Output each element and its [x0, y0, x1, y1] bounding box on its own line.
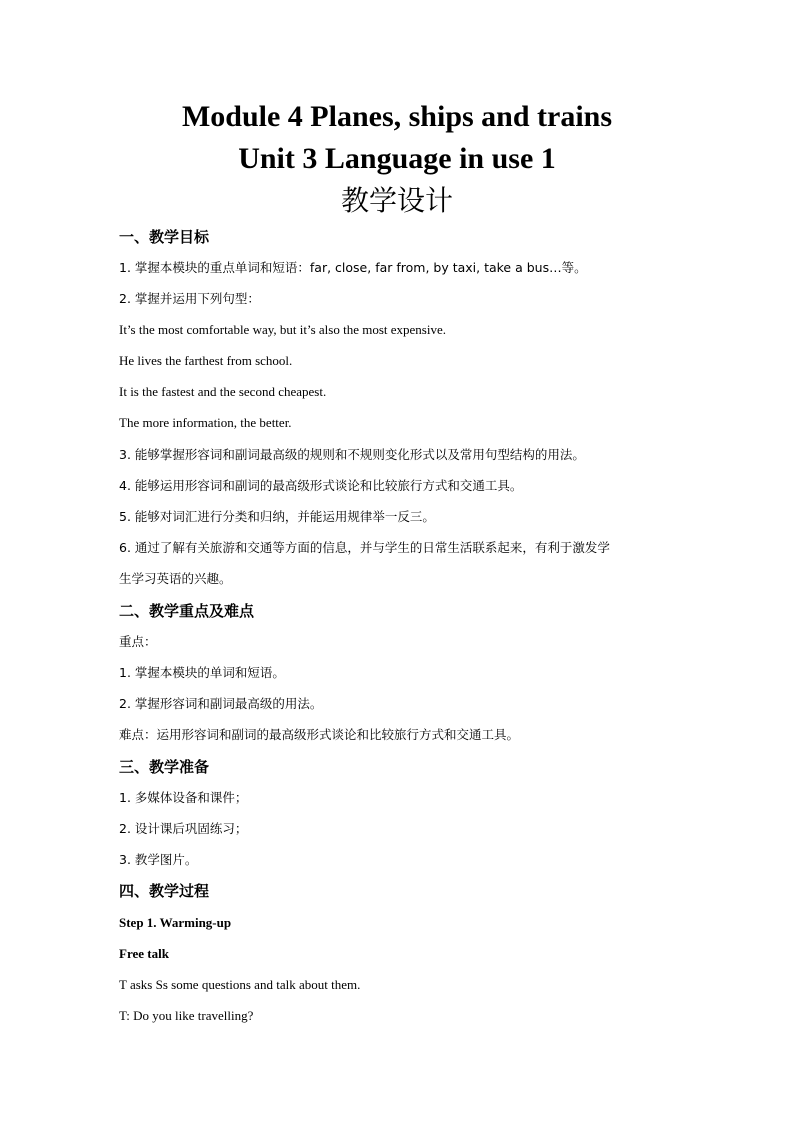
free-talk-label: Free talk	[119, 946, 169, 961]
document-title-module: Module 4 Planes, ships and trains	[181, 100, 613, 133]
process-line-1: T asks Ss some questions and talk about them.	[119, 977, 361, 992]
document-title-cn: 教学设计	[340, 184, 453, 217]
key-points-label: 重点：	[119, 634, 157, 649]
section-heading-objectives: 一、教学目标	[119, 228, 210, 246]
section-heading-preparation: 三、教学准备	[119, 758, 210, 776]
sentence-pattern-3: It is the fastest and the second cheapest.	[119, 384, 327, 399]
preparation-item-2: 2. 设计课后巩固练习；	[119, 821, 248, 836]
key-point-1: 1. 掌握本模块的单词和短语。	[119, 665, 285, 680]
objective-item-1: 1. 掌握本模块的重点单词和短语：far, close, far from, by taxi, take a bus…等。	[119, 260, 587, 275]
objective-item-3: 3. 能够掌握形容词和副词最高级的规则和不规则变化形式以及常用句型结构的用法。	[119, 447, 585, 462]
objective-item-4: 4. 能够运用形容词和副词的最高级形式谈论和比较旅行方式和交通工具。	[119, 478, 523, 493]
sentence-pattern-1: It’s the most comfortable way, but it’s also the most expensive.	[119, 322, 446, 337]
preparation-item-3: 3. 教学图片。	[119, 852, 198, 867]
preparation-item-1: 1. 多媒体设备和课件；	[119, 790, 248, 805]
process-line-2: T: Do you like travelling?	[119, 1008, 254, 1023]
objective-item-2: 2. 掌握并运用下列句型：	[119, 291, 260, 306]
section-heading-process: 四、教学过程	[119, 882, 210, 900]
key-point-2: 2. 掌握形容词和副词最高级的用法。	[119, 696, 323, 711]
step-1-heading: Step 1. Warming-up	[119, 915, 232, 930]
objective-item-6-cont: 生学习英语的兴趣。	[119, 571, 232, 586]
sentence-pattern-2: He lives the farthest from school.	[119, 353, 293, 368]
sentence-pattern-4: The more information, the better.	[119, 415, 292, 430]
objective-item-6: 6. 通过了解有关旅游和交通等方面的信息，并与学生的日常生活联系起来，有利于激发学	[119, 540, 610, 555]
document-title-unit: Unit 3 Language in use 1	[238, 142, 556, 175]
difficult-point: 难点：运用形容词和副词的最高级形式谈论和比较旅行方式和交通工具。	[119, 727, 520, 742]
section-heading-key-points: 二、教学重点及难点	[119, 602, 255, 620]
objective-item-5: 5. 能够对词汇进行分类和归纳，并能运用规律举一反三。	[119, 509, 435, 524]
